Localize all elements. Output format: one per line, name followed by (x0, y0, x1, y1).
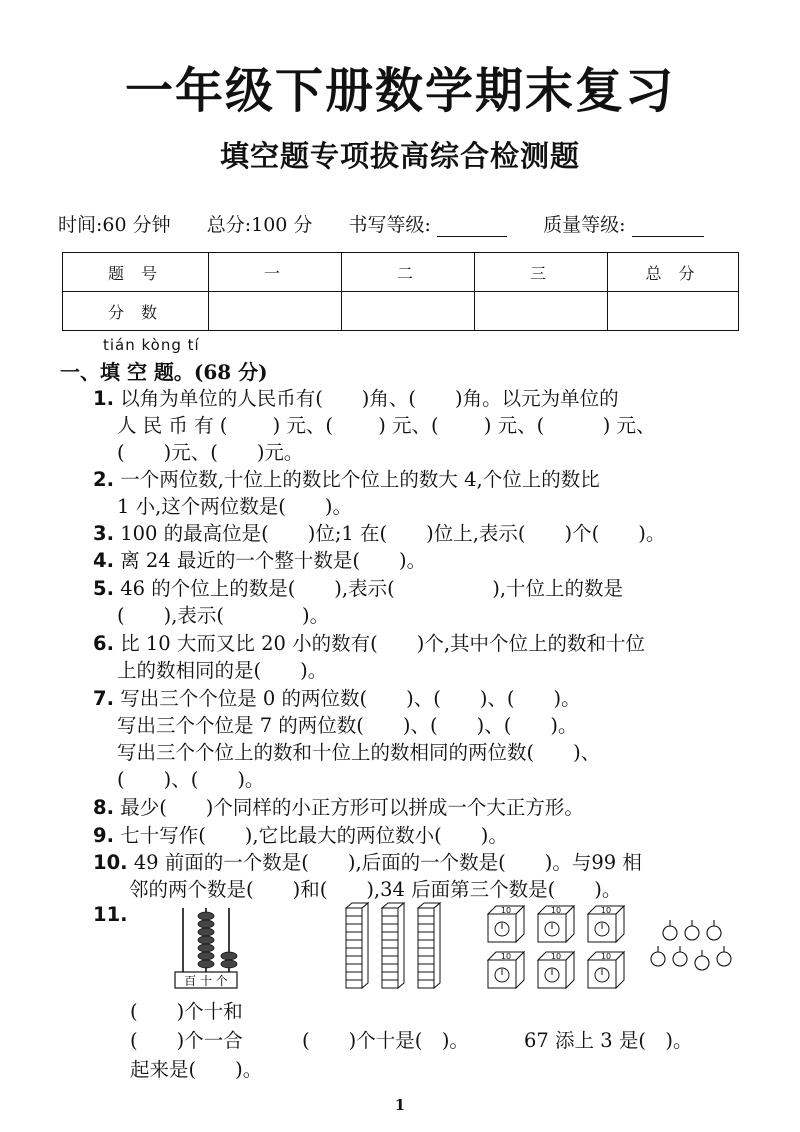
question-number: 2. (93, 468, 114, 491)
question-text: 以角为单位的人民币有( )角、( )角。以元为单位的 (120, 387, 619, 410)
box-label: 10 (550, 952, 562, 961)
question-text: ( )、( )。 (117, 768, 265, 791)
question-text: 上的数相同的是( )。 (117, 659, 328, 682)
writing-grade-blank[interactable] (437, 214, 507, 237)
question-text: 七十写作( ),它比最大的两位数小( )。 (120, 824, 508, 847)
question-text: 100 的最高位是( )位;1 在( )位上,表示( )个( )。 (120, 522, 666, 545)
question-text: 写出三个个位上的数和十位上的数相同的两位数( )、 (117, 741, 601, 764)
question-number: 9. (93, 824, 114, 847)
abacus-figure (172, 900, 242, 992)
question-number: 7. (93, 687, 114, 710)
q11-answer-b: ( )个十是( )。 (302, 1029, 469, 1052)
box-label: 10 (550, 906, 562, 915)
question-text: 邻的两个数是( )和( ),34 后面第三个数是( )。 (129, 878, 622, 901)
question-text: 46 的个位上的数是( ),表示( ),十位上的数是 (120, 577, 624, 600)
score-cell[interactable] (342, 292, 475, 331)
question-number: 1. (93, 387, 114, 410)
question-text: 49 前面的一个数是( ),后面的一个数是( )。与99 相 (133, 851, 642, 874)
score-cell[interactable] (209, 292, 342, 331)
q11-answer-c: 67 添上 3 是( )。 (524, 1029, 693, 1052)
question-1 (93, 383, 619, 411)
table-header-cell: 总 分 (608, 253, 739, 292)
question-9 (93, 820, 508, 848)
question-3 (93, 518, 665, 546)
box-label: 10 (600, 952, 612, 961)
quality-grade-label: 质量等级: (543, 214, 626, 236)
section-title: 一、填 空 题。(68 分) (60, 360, 268, 384)
question-5 (93, 573, 623, 601)
table-header-cell: 三 (475, 253, 608, 292)
apples-figure (648, 915, 740, 977)
question-11 (93, 903, 128, 926)
q11-answer-a1: ( )个十和 (130, 1000, 243, 1023)
question-number: 10. (93, 851, 128, 874)
box-label: 10 (600, 906, 612, 915)
ten-boxes-figure (486, 904, 632, 990)
question-text: 一个两位数,十位上的数比个位上的数大 4,个位上的数比 (120, 468, 600, 491)
question-text: 1 小,这个两位数是( )。 (117, 495, 353, 518)
question-8 (93, 792, 584, 820)
question-number: 11. (93, 903, 128, 926)
total-score-label: 总分:100 分 (206, 214, 313, 236)
score-table-header-row (63, 253, 739, 292)
question-text: ( )元、( )元。 (117, 441, 304, 464)
question-text: 离 24 最近的一个整十数是( )。 (120, 549, 427, 572)
score-table (62, 252, 739, 331)
question-10 (93, 847, 642, 875)
question-number: 5. (93, 577, 114, 600)
score-table-score-row (63, 292, 739, 331)
quality-grade-blank[interactable] (632, 214, 704, 237)
time-label: 时间:60 分钟 (58, 214, 171, 236)
q11-answer-a3: 起来是( )。 (130, 1058, 263, 1081)
question-7 (93, 683, 581, 711)
table-row-label: 分 数 (63, 292, 209, 331)
question-number: 3. (93, 522, 114, 545)
box-label: 10 (500, 906, 512, 915)
abacus-label: 百 十 个 (184, 974, 228, 988)
page-subtitle: 填空题专项拔高综合检测题 (219, 139, 580, 173)
score-cell[interactable] (475, 292, 608, 331)
exam-meta (58, 210, 748, 237)
question-text: ( ),表示( )。 (117, 604, 330, 627)
page-number: 1 (394, 1096, 406, 1114)
question-text: 比 10 大而又比 20 小的数有( )个,其中个位上的数和十位 (120, 632, 646, 655)
question-4 (93, 545, 426, 573)
score-cell[interactable] (608, 292, 739, 331)
question-2 (93, 464, 600, 492)
box-label: 10 (500, 952, 512, 961)
question-number: 8. (93, 796, 114, 819)
table-header-cell: 题 号 (63, 253, 209, 292)
question-text: 最少( )个同样的小正方形可以拼成一个大正方形。 (120, 796, 584, 819)
writing-grade-label: 书写等级: (348, 214, 431, 236)
ten-rods-figure (340, 902, 446, 992)
table-header-cell: 二 (342, 253, 475, 292)
section-pinyin: tián kòng tí (103, 336, 200, 354)
question-number: 4. (93, 549, 114, 572)
question-6 (93, 628, 645, 656)
question-text: 写出三个个位是 7 的两位数( )、( )、( )。 (117, 714, 578, 737)
page-title: 一年级下册数学期末复习 (124, 63, 675, 119)
q11-answer-a2: ( )个一合 (130, 1029, 243, 1052)
table-header-cell: 一 (209, 253, 342, 292)
question-text: 人 民 币 有 ( ) 元、( ) 元、( ) 元、( ) 元、 (117, 414, 656, 437)
question-text: 写出三个个位是 0 的两位数( )、( )、( )。 (120, 687, 581, 710)
question-number: 6. (93, 632, 114, 655)
